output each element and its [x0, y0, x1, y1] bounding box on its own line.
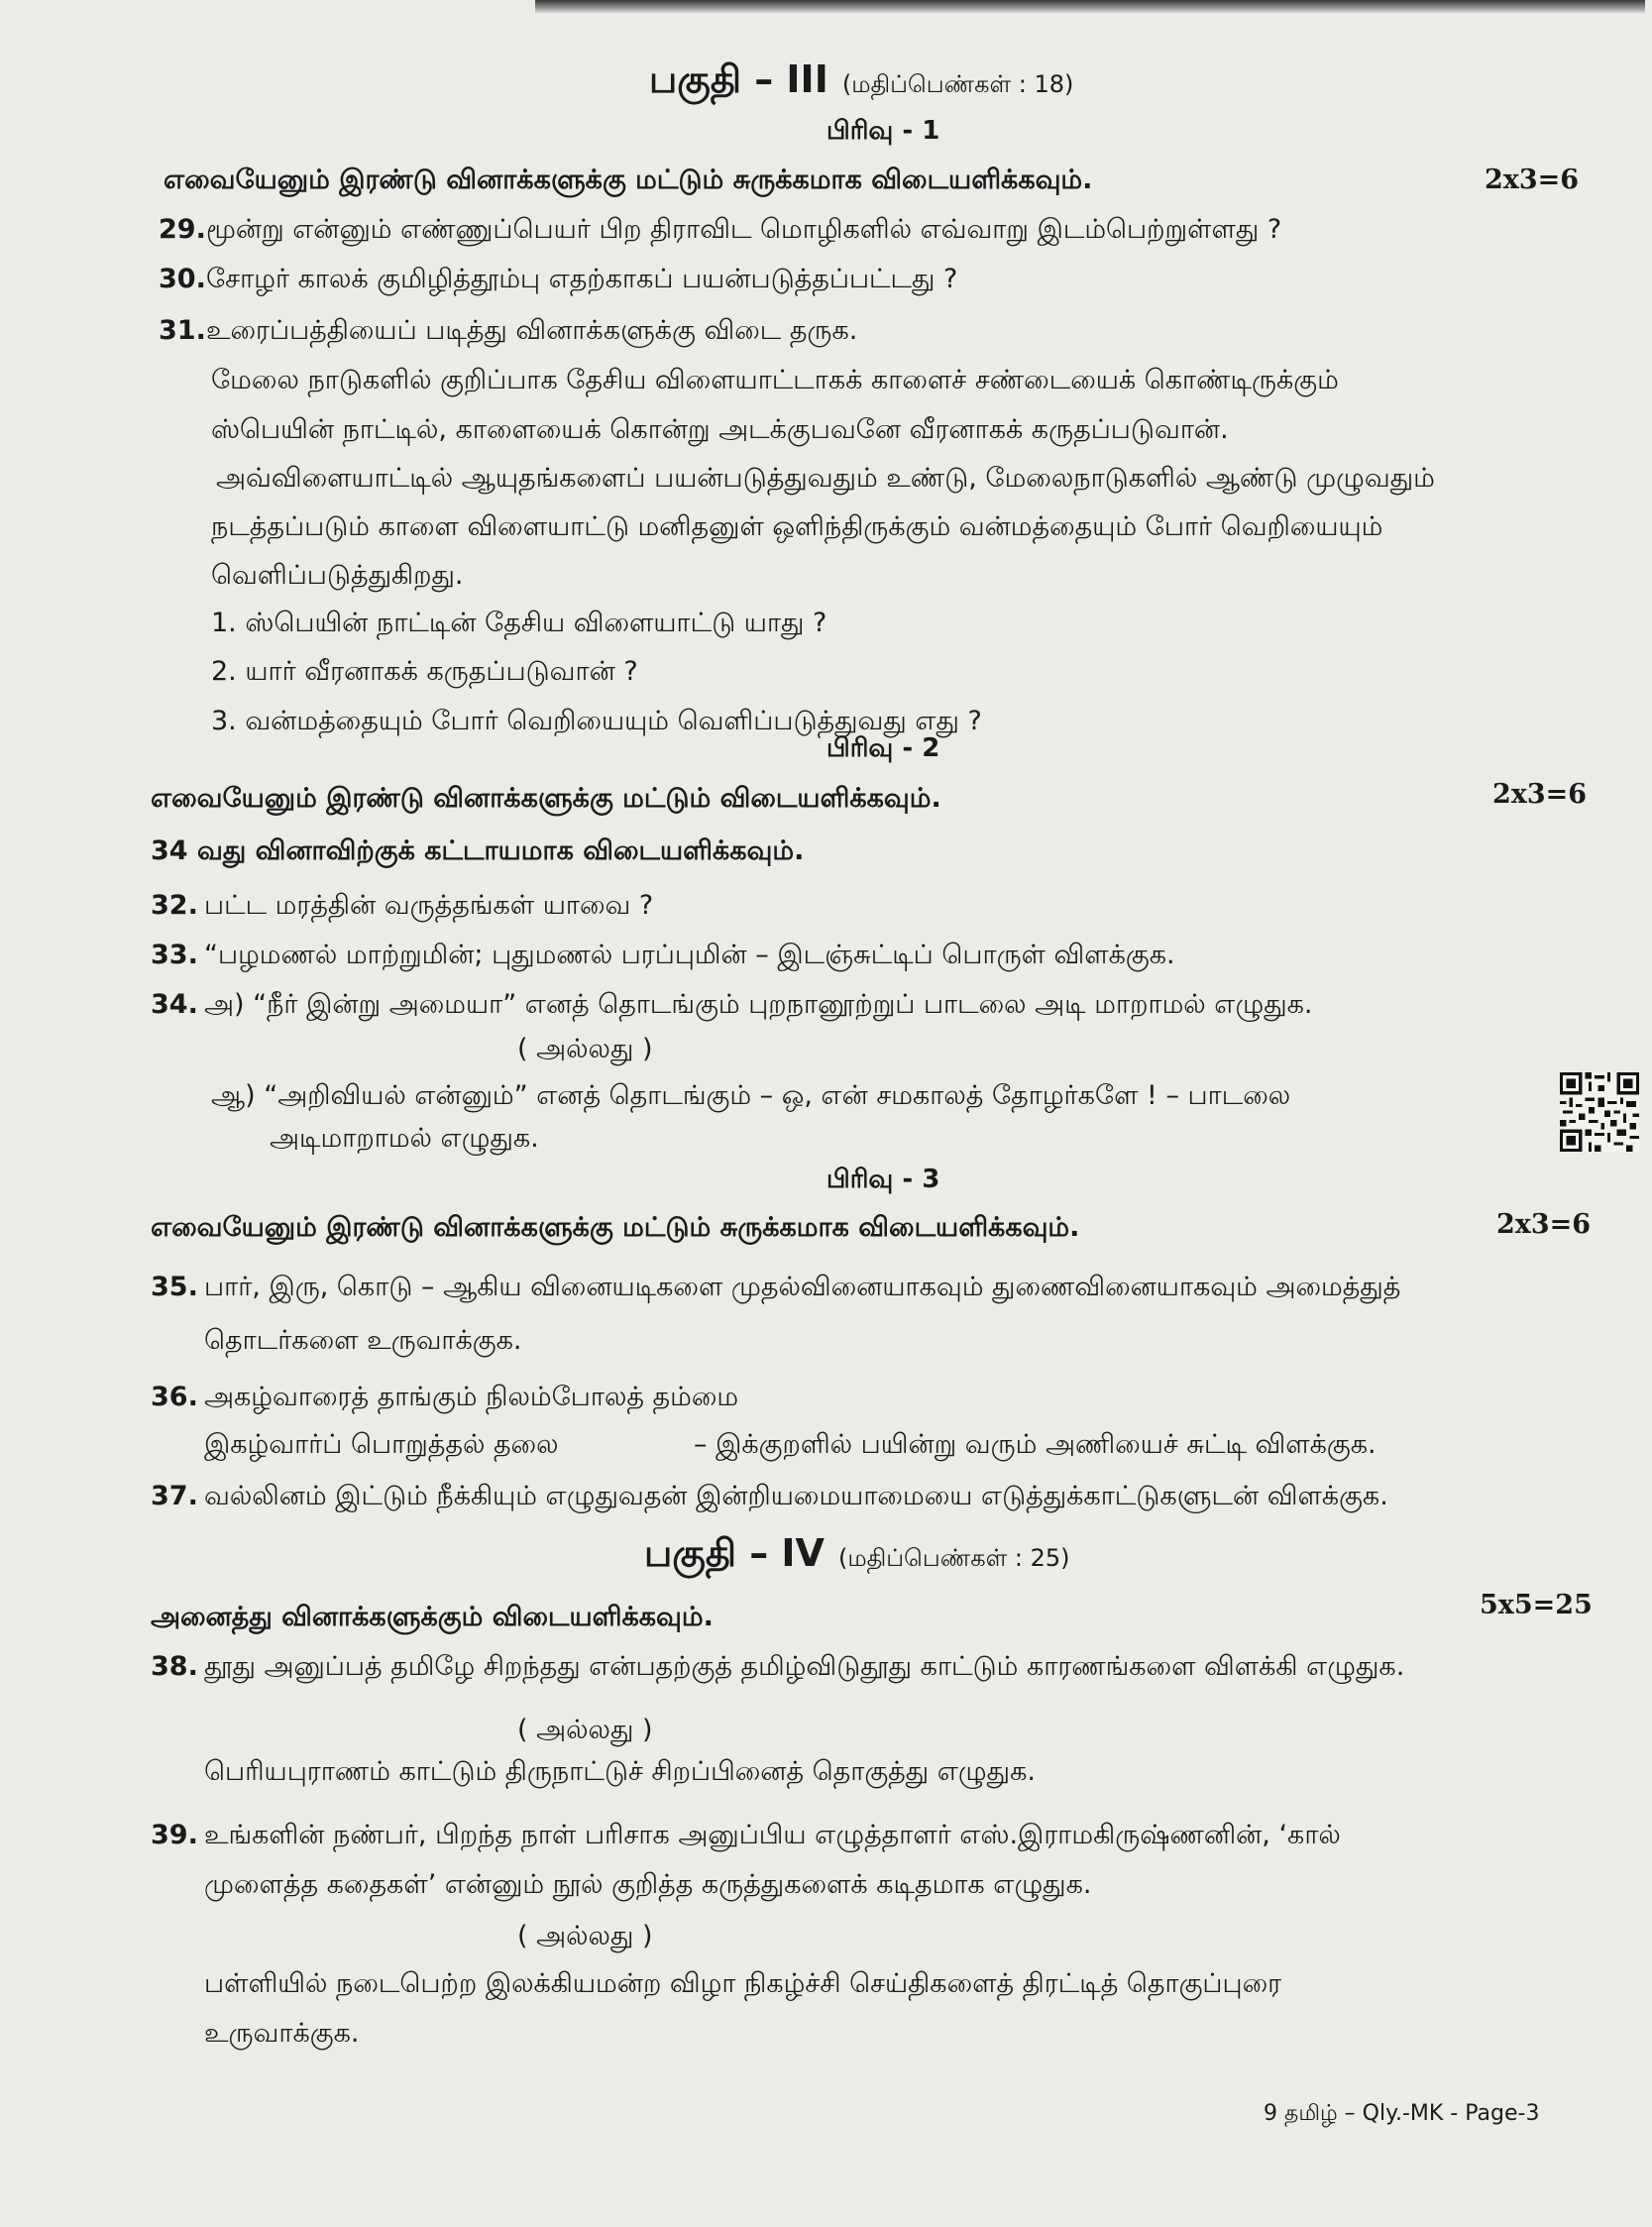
question-39-alt: பள்ளியில் நடைபெற்ற இலக்கியமன்ற விழா நிகழ்ச்சி செய்திகளைத் திரட்டித் தொகுப்புரை — [204, 1968, 1282, 1999]
part4-marks: (மதிப்பெண்கள் : 25) — [837, 1544, 1070, 1572]
section1-score: 2x3=6 — [1485, 165, 1580, 195]
question-text: பட்ட மரத்தின் வருத்தங்கள் யாவை ? — [204, 890, 654, 921]
part4-score: 5x5=25 — [1480, 1590, 1593, 1620]
page-footer: 9 தமிழ் – Qly.-MK - Page-3 — [1264, 2101, 1540, 2126]
question-33 — [151, 940, 1175, 974]
question-39 — [151, 1820, 1341, 1854]
question-number: 29. — [159, 214, 206, 245]
question-39-line2: முளைத்த கதைகள்’ என்னும் நூல் குறித்த கருத்துகளைக் கடிதமாக எழுதுக. — [204, 1869, 1092, 1900]
sub-question-3: 3. வன்மத்தையும் போர் வெறியையும் வெளிப்படுத்துவது எது ? — [211, 706, 982, 736]
question-text: பார், இரு, கொடு – ஆகிய வினையடிகளை முதல்வினையாகவும் துணைவினையாகவும் அமைத்துத் — [204, 1272, 1401, 1302]
scan-edge-shadow — [535, 0, 1645, 14]
section1-label: பிரிவு - 1 — [826, 116, 940, 146]
question-29 — [159, 214, 1281, 249]
question-32 — [151, 890, 653, 925]
part3-title-text: பகுதி – III — [649, 57, 828, 101]
sub-question-1: 1. ஸ்பெயின் நாட்டின் தேசிய விளையாட்டு யாது ? — [211, 608, 827, 638]
question-number: 35. — [151, 1272, 198, 1302]
question-text: வல்லினம் இட்டும் நீக்கியும் எழுதுவதன் இன்றியமையாமையை எடுத்துக்காட்டுகளுடன் விளக்குக. — [204, 1481, 1388, 1511]
section2-score: 2x3=6 — [1492, 779, 1588, 810]
question-37 — [151, 1481, 1388, 1515]
section3-label: பிரிவு - 3 — [826, 1165, 940, 1194]
section2-instruction: எவையேனும் இரண்டு வினாக்களுக்கு மட்டும் விடையளிக்கவும். — [151, 783, 941, 814]
passage-line: நடத்தப்படும் காளை விளையாட்டு மனிதனுள் ஒளிந்திருக்கும் வன்மத்தையும் போர் வெறியையும் — [211, 511, 1383, 542]
question-number: 39. — [151, 1820, 198, 1850]
question-number: 31. — [159, 315, 206, 346]
question-text: தூது அனுப்பத் தமிழே சிறந்தது என்பதற்குத் தமிழ்விடுதூது காட்டும் காரணங்களை விளக்கி எழுதுக. — [204, 1651, 1405, 1682]
question-34 — [151, 989, 1312, 1024]
question-text: மூன்று என்னும் எண்ணுப்பெயர் பிற திராவிட மொழிகளில் எவ்வாறு இடம்பெற்றுள்ளது ? — [206, 214, 1282, 245]
question-number: 30. — [159, 264, 206, 294]
passage-line: அவ்விளையாட்டில் ஆயுதங்களைப் பயன்படுத்துவதும் உண்டு, மேலைநாடுகளில் ஆண்டு முழுவதும் — [216, 463, 1435, 494]
question-30 — [159, 264, 957, 298]
question-36 — [151, 1382, 738, 1416]
or-divider: ( அல்லது ) — [517, 1715, 653, 1745]
section3-score: 2x3=6 — [1496, 1209, 1592, 1240]
part4-instruction: அனைத்து வினாக்களுக்கும் விடையளிக்கவும். — [151, 1602, 714, 1632]
passage-line: மேலை நாடுகளில் குறிப்பாக தேசிய விளையாட்டாகக் காளைச் சண்டையைக் கொண்டிருக்கும் — [211, 365, 1339, 395]
question-number: 33. — [151, 940, 198, 970]
section2-instruction-2: 34 வது வினாவிற்குக் கட்டாயமாக விடையளிக்கவும். — [151, 835, 805, 866]
question-38-alt: பெரியபுராணம் காட்டும் திருநாட்டுச் சிறப்பினைத் தொகுத்து எழுதுக. — [204, 1756, 1036, 1787]
qr-code-icon — [1560, 1072, 1639, 1152]
part4-title — [644, 1531, 1070, 1581]
question-36-instruction: – இக்குறளில் பயின்று வரும் அணியைச் சுட்டி விளக்குக. — [694, 1429, 1377, 1460]
question-35 — [151, 1272, 1400, 1306]
section2-label: பிரிவு - 2 — [826, 733, 940, 763]
question-35-line2: தொடர்களை உருவாக்குக. — [204, 1325, 522, 1356]
part3-title — [649, 57, 1073, 107]
part4-title-text: பகுதி – IV — [644, 1531, 825, 1575]
question-38 — [151, 1651, 1404, 1686]
sub-question-2: 2. யார் வீரனாகக் கருதப்படுவான் ? — [211, 656, 638, 687]
question-text: உரைப்பத்தியைப் படித்து வினாக்களுக்கு விடை தருக. — [206, 315, 858, 346]
question-text: அ) “நீர் இன்று அமையா” எனத் தொடங்கும் புறநானூற்றுப் பாடலை அடி மாறாமல் எழுதுக. — [204, 989, 1313, 1020]
question-number: 32. — [151, 890, 198, 921]
question-number: 37. — [151, 1481, 198, 1511]
question-text: அகழ்வாரைத் தாங்கும் நிலம்போலத் தம்மை — [204, 1382, 739, 1412]
question-number: 38. — [151, 1651, 198, 1682]
question-text: “பழமணல் மாற்றுமின்; புதுமணல் பரப்புமின் – இடஞ்சுட்டிப் பொருள் விளக்குக. — [204, 940, 1175, 970]
section1-instruction: எவையேனும் இரண்டு வினாக்களுக்கு மட்டும் சுருக்கமாக விடையளிக்கவும். — [164, 165, 1093, 195]
question-text: உங்களின் நண்பர், பிறந்த நாள் பரிசாக அனுப்பிய எழுத்தாளர் எஸ்.இராமகிருஷ்ணனின், ‘கால் — [204, 1820, 1341, 1850]
or-divider: ( அல்லது ) — [517, 1921, 653, 1951]
or-divider: ( அல்லது ) — [517, 1034, 653, 1064]
question-31 — [159, 315, 857, 350]
section3-instruction: எவையேனும் இரண்டு வினாக்களுக்கு மட்டும் சுருக்கமாக விடையளிக்கவும். — [151, 1212, 1080, 1243]
passage-line: ஸ்பெயின் நாட்டில், காளையைக் கொன்று அடக்குபவனே வீரனாகக் கருதப்படுவான். — [211, 414, 1229, 445]
passage-line: வெளிப்படுத்துகிறது. — [211, 560, 464, 591]
question-34-alt-line2: அடிமாறாமல் எழுதுக. — [270, 1123, 539, 1154]
question-34-alt: ஆ) “அறிவியல் என்னும்” எனத் தொடங்கும் – ஒ, என் சமகாலத் தோழர்களே ! – பாடலை — [211, 1080, 1291, 1111]
question-text: சோழர் காலக் குமிழித்தூம்பு எதற்காகப் பயன்படுத்தப்பட்டது ? — [206, 264, 958, 294]
part3-marks: (மதிப்பெண்கள் : 18) — [841, 70, 1074, 98]
question-36-kural-line2: இகழ்வார்ப் பொறுத்தல் தலை — [204, 1429, 559, 1460]
question-number: 36. — [151, 1382, 198, 1412]
question-number: 34. — [151, 989, 198, 1020]
question-39-alt-line2: உருவாக்குக. — [204, 2018, 360, 2049]
